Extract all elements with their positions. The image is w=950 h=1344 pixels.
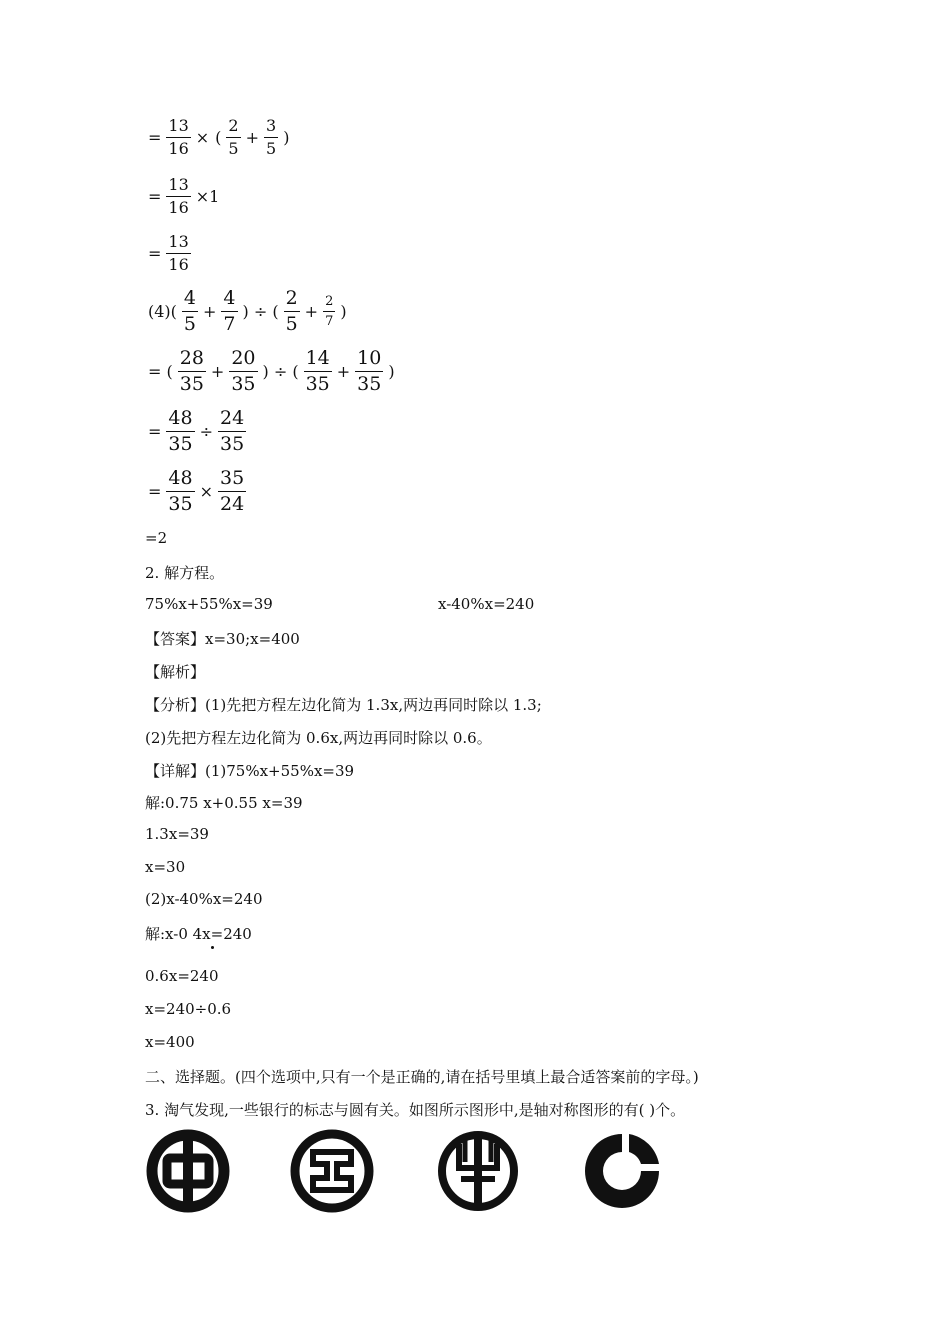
times: × <box>199 482 213 501</box>
equation-right: x-40%x=240 <box>438 595 535 613</box>
divide: ÷ <box>199 422 213 441</box>
fraction: $\frac{2}{7}$ <box>325 294 334 329</box>
analysis-heading: 【解析】 <box>145 663 206 681</box>
equals: = <box>148 244 162 263</box>
calc-line-4 <box>145 289 350 334</box>
solution-step: (2)x-40%x=240 <box>145 890 263 908</box>
analysis-line-1: 【分析】(1)先把方程左边化简为 1.3x,两边再同时除以 1.3; <box>145 696 542 714</box>
stray-dot <box>211 946 214 949</box>
fraction: $\frac{4}{5}$ <box>183 287 196 335</box>
fraction: $\frac{20}{35}$ <box>231 347 256 395</box>
calc-line-1 <box>145 118 292 157</box>
equals: = <box>148 187 162 206</box>
calc-line-6 <box>145 409 248 454</box>
lead: = ( <box>148 362 173 381</box>
equals: = <box>148 482 162 501</box>
plus: + <box>336 362 351 381</box>
analysis-line-2: (2)先把方程左边化简为 0.6x,两边再同时除以 0.6。 <box>145 729 492 747</box>
answer: 【答案】x=30;x=400 <box>145 630 300 648</box>
fraction: $\frac{24}{35}$ <box>220 407 245 455</box>
equals: = <box>148 422 162 441</box>
solution-step: 0.6x=240 <box>145 967 219 985</box>
fraction: $\frac{35}{24}$ <box>220 467 245 515</box>
times: × <box>195 128 210 147</box>
plus: + <box>304 302 319 321</box>
fraction: $\frac{2}{5}$ <box>228 116 239 158</box>
equals: = <box>148 128 162 147</box>
plus: + <box>210 362 225 381</box>
fraction: $\frac{48}{35}$ <box>168 467 193 515</box>
fraction: $\frac{2}{5}$ <box>285 287 298 335</box>
paren: ( <box>215 128 222 147</box>
calc-line-5 <box>145 349 398 394</box>
detail-heading: 【详解】(1)75%x+55%x=39 <box>145 762 355 780</box>
calc-line-2 <box>145 177 222 216</box>
divide-paren: ) ÷ ( <box>262 362 299 381</box>
fraction: $\frac{13}{16}$ <box>168 175 189 217</box>
solution-step: x=400 <box>145 1033 195 1051</box>
question-2-title: 2. 解方程。 <box>145 564 225 582</box>
section-2-title: 二、选择题。(四个选项中,只有一个是正确的,请在括号里填上最合适答案前的字母。) <box>145 1068 699 1086</box>
times-one: ×1 <box>195 187 220 206</box>
label: (4)( <box>148 302 177 321</box>
equation-left: 75%x+55%x=39 <box>145 595 273 613</box>
paren: ) <box>340 302 347 321</box>
solution-step: 解:x-0 4x=240 <box>145 925 252 943</box>
divide-paren: ) ÷ ( <box>242 302 279 321</box>
solution-step: 解:0.75 x+0.55 x=39 <box>145 794 303 812</box>
agricultural-bank-logo <box>435 1128 521 1214</box>
solution-step: 1.3x=39 <box>145 825 209 843</box>
solution-step: x=30 <box>145 858 186 876</box>
construction-bank-logo <box>579 1128 665 1214</box>
fraction: $\frac{14}{35}$ <box>305 347 330 395</box>
fraction: $\frac{4}{7}$ <box>223 287 236 335</box>
calc-line-7 <box>145 469 248 514</box>
calc-line-3 <box>145 234 193 273</box>
plus: + <box>245 128 260 147</box>
bank-of-china-logo <box>145 1128 231 1214</box>
fraction: $\frac{10}{35}$ <box>357 347 382 395</box>
calc-line-8: =2 <box>145 529 168 547</box>
paren: ) <box>388 362 395 381</box>
paren: ) <box>283 128 290 147</box>
fraction: $\frac{3}{5}$ <box>266 116 277 158</box>
fraction: $\frac{48}{35}$ <box>168 407 193 455</box>
fraction: $\frac{13}{16}$ <box>168 232 189 274</box>
fraction: $\frac{28}{35}$ <box>179 347 204 395</box>
icbc-logo <box>289 1128 375 1214</box>
plus: + <box>203 302 217 321</box>
fraction: $\frac{13}{16}$ <box>168 116 189 158</box>
solution-step: x=240÷0.6 <box>145 1000 232 1018</box>
question-3-text: 3. 淘气发现,一些银行的标志与圆有关。如图所示图形中,是轴对称图形的有( )个。 <box>145 1101 686 1119</box>
